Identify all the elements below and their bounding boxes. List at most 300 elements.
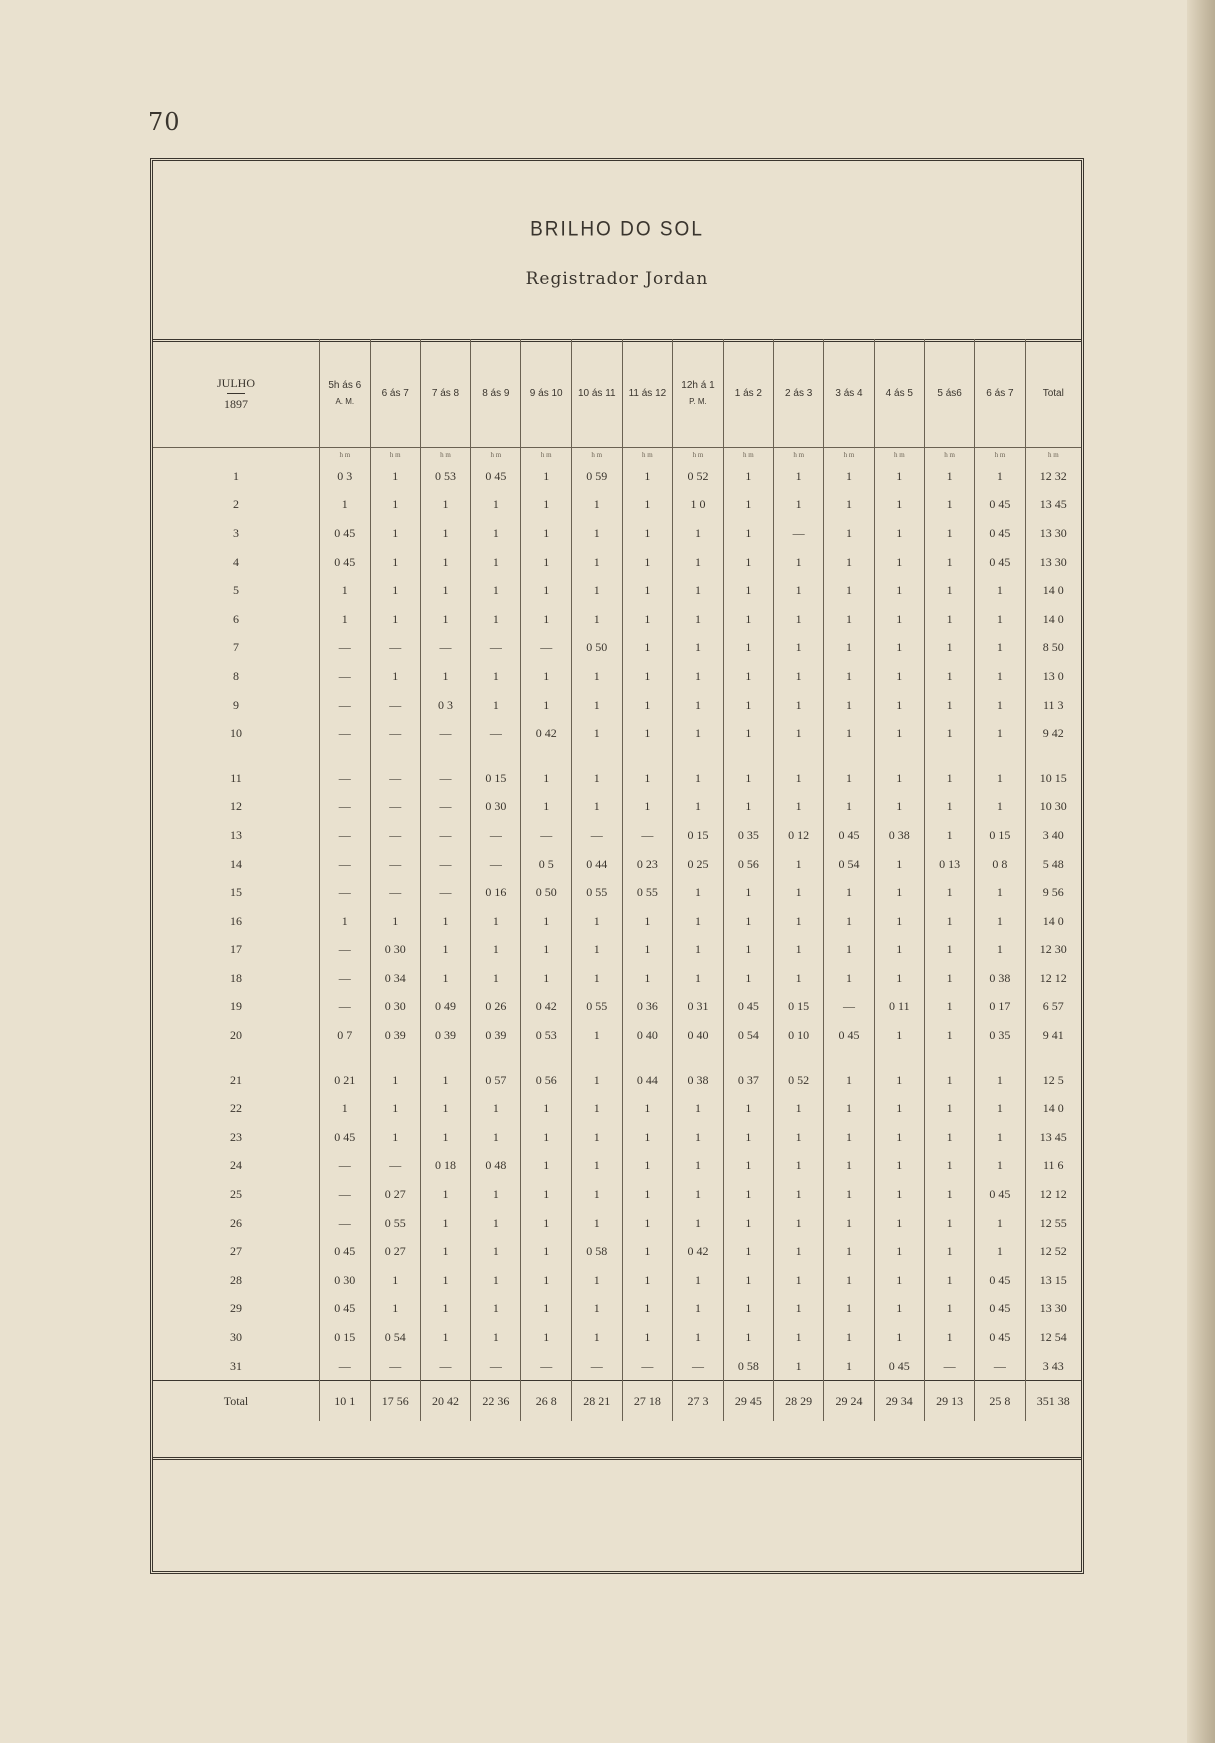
hour-value-cell: 1	[874, 878, 924, 907]
hour-value-cell: 1	[975, 691, 1025, 720]
hour-value-cell: —	[370, 821, 420, 850]
hour-value-cell: 1	[622, 576, 673, 605]
hour-value-cell: 1	[673, 634, 724, 663]
hour-value-cell: 1	[824, 1237, 874, 1266]
hour-value-cell: 1	[420, 605, 470, 634]
hour-value-cell: 1	[975, 605, 1025, 634]
hour-value-cell: 1	[471, 662, 521, 691]
hour-value-cell: 12 30	[1025, 936, 1081, 965]
hour-value-cell: 1	[924, 1295, 974, 1324]
hour-value-cell: 14 0	[1025, 1094, 1081, 1123]
hour-value-cell: —	[320, 993, 370, 1022]
hour-value-cell: 1	[924, 662, 974, 691]
hour-value-cell: 1	[723, 764, 773, 793]
hour-value-cell: 1	[924, 936, 974, 965]
hour-value-cell: 0 30	[370, 936, 420, 965]
hour-value-cell: 1	[874, 764, 924, 793]
hour-value-cell: 1	[824, 1323, 874, 1352]
total-value-cell: 29 24	[824, 1381, 874, 1422]
total-value-cell: 351 38	[1025, 1381, 1081, 1422]
column-header	[320, 339, 370, 448]
hour-value-cell: 1	[774, 719, 824, 748]
column-header-label: P. M.	[689, 397, 707, 406]
hour-value-cell: 1	[673, 548, 724, 577]
hour-value-cell: —	[320, 691, 370, 720]
hour-value-cell: 0 45	[975, 1295, 1025, 1324]
hour-value-cell: 10 15	[1025, 764, 1081, 793]
hour-value-cell: —	[471, 850, 521, 879]
hour-value-cell: 1	[723, 605, 773, 634]
hour-value-cell: 1	[420, 1295, 470, 1324]
hour-value-cell: 1	[521, 605, 571, 634]
hour-value-cell: 1	[420, 1209, 470, 1238]
hour-value-cell: 1	[471, 907, 521, 936]
day-label: 6	[233, 611, 240, 626]
column-header	[723, 339, 773, 448]
hour-value-cell: 1	[471, 548, 521, 577]
hour-value-cell: 1	[571, 1295, 622, 1324]
hour-value-cell: 1	[975, 1237, 1025, 1266]
hour-value-cell: 1	[471, 691, 521, 720]
column-header	[924, 339, 974, 448]
hour-value-cell: 1	[774, 1237, 824, 1266]
column-header-label: 4 ás 5	[885, 387, 913, 399]
hour-value-cell: 13 45	[1025, 1123, 1081, 1152]
hour-value-cell: 0 15	[320, 1323, 370, 1352]
hour-value-cell: 1	[673, 576, 724, 605]
hour-value-cell: 0 53	[521, 1021, 571, 1050]
hour-value-cell: 1	[571, 491, 622, 520]
column-header	[975, 339, 1025, 448]
total-value-cell: 26 8	[521, 1381, 571, 1422]
hour-value-cell: 1	[571, 605, 622, 634]
hour-value-cell: 1	[571, 964, 622, 993]
day-label: 4	[233, 554, 240, 569]
hour-value-cell: 1	[924, 719, 974, 748]
hour-value-cell: 1	[975, 634, 1025, 663]
hour-value-cell: 0 45	[320, 1295, 370, 1324]
hour-value-cell: 13 0	[1025, 662, 1081, 691]
hour-value-cell: 1	[874, 1152, 924, 1181]
hour-value-cell: 12 52	[1025, 1237, 1081, 1266]
hour-value-cell: 1	[521, 519, 571, 548]
hour-value-cell: 0 27	[370, 1180, 420, 1209]
hour-value-cell: 10 30	[1025, 793, 1081, 822]
hour-value-cell: 1	[622, 793, 673, 822]
hour-value-cell: 0 44	[622, 1066, 673, 1095]
day-label: 2	[233, 497, 240, 512]
hour-value-cell: 1	[471, 1123, 521, 1152]
column-header	[420, 339, 470, 448]
hour-value-cell: 1	[370, 491, 420, 520]
hour-value-cell: 1	[824, 605, 874, 634]
hour-value-cell: 1	[521, 548, 571, 577]
hour-value-cell: 0 13	[924, 850, 974, 879]
hour-value-cell: 1	[824, 964, 874, 993]
units-cell: h m	[874, 448, 924, 463]
day-label: 7	[233, 640, 240, 655]
hour-value-cell: 1	[774, 1323, 824, 1352]
table-row	[153, 1266, 1081, 1295]
hour-value-cell: 0 53	[420, 462, 470, 491]
spacer-cell	[320, 1050, 370, 1066]
hour-value-cell: 1	[471, 519, 521, 548]
hour-value-cell: 0 55	[370, 1209, 420, 1238]
hour-value-cell: 1	[370, 576, 420, 605]
hour-value-cell: —	[420, 878, 470, 907]
hour-value-cell: 1	[924, 793, 974, 822]
hour-value-cell: 1	[673, 1180, 724, 1209]
hour-value-cell: —	[320, 821, 370, 850]
hour-value-cell: 1	[824, 907, 874, 936]
hour-value-cell: 1	[824, 1295, 874, 1324]
hour-value-cell: 1	[320, 605, 370, 634]
hour-value-cell: 1	[874, 936, 924, 965]
hour-value-cell: 0 38	[874, 821, 924, 850]
hour-value-cell: 0 45	[824, 821, 874, 850]
hour-value-cell: —	[320, 936, 370, 965]
hour-value-cell: 1	[924, 1123, 974, 1152]
page-edge	[1187, 0, 1215, 1743]
hour-value-cell: —	[471, 821, 521, 850]
hour-value-cell: 1	[924, 1066, 974, 1095]
column-header	[874, 339, 924, 448]
column-header-label: 5 ás6	[937, 387, 962, 399]
hour-value-cell: 0 15	[673, 821, 724, 850]
hour-value-cell: 1	[521, 491, 571, 520]
hour-value-cell: 1	[370, 1123, 420, 1152]
hour-value-cell: 1	[673, 519, 724, 548]
total-value-cell: 29 45	[723, 1381, 773, 1422]
hour-value-cell: 1	[924, 1266, 974, 1295]
table-row	[153, 1180, 1081, 1209]
hour-value-cell: 14 0	[1025, 576, 1081, 605]
spacer-cell	[622, 1050, 673, 1066]
hour-value-cell: —	[320, 878, 370, 907]
spacer-row	[153, 1050, 1081, 1066]
month-label: JULHO	[217, 375, 256, 390]
hour-value-cell: 1	[723, 491, 773, 520]
hour-value-cell: 0 52	[774, 1066, 824, 1095]
hour-value-cell: 0 45	[975, 1323, 1025, 1352]
hour-value-cell: 1	[521, 964, 571, 993]
hour-value-cell: 1	[521, 1323, 571, 1352]
hour-value-cell: 9 41	[1025, 1021, 1081, 1050]
hour-value-cell: 1	[924, 907, 974, 936]
hour-value-cell: 1	[420, 662, 470, 691]
hour-value-cell: 1	[521, 764, 571, 793]
table-row	[153, 519, 1081, 548]
column-header	[622, 339, 673, 448]
column-header-label: 2 ás 3	[785, 387, 813, 399]
spacer-cell	[471, 1050, 521, 1066]
column-header-label: 3 ás 4	[835, 387, 863, 399]
day-label: 12	[230, 799, 243, 814]
hour-value-cell: 0 45	[874, 1352, 924, 1381]
hour-value-cell: 1	[824, 491, 874, 520]
hour-value-cell: 1	[622, 764, 673, 793]
hour-value-cell: 1	[673, 936, 724, 965]
hour-value-cell: —	[370, 850, 420, 879]
hour-value-cell: 1	[622, 1180, 673, 1209]
total-value-cell: 28 21	[571, 1381, 622, 1422]
day-label: 21	[230, 1072, 243, 1087]
hour-value-cell: 1	[471, 1295, 521, 1324]
table-row	[153, 1123, 1081, 1152]
hour-value-cell: 0 55	[571, 878, 622, 907]
hour-value-cell: 0 58	[723, 1352, 773, 1381]
hour-value-cell: 1	[723, 662, 773, 691]
hour-value-cell: 1	[774, 764, 824, 793]
hour-value-cell: 1	[874, 691, 924, 720]
spacer-cell	[1025, 1050, 1081, 1066]
hour-value-cell: 1	[571, 764, 622, 793]
hour-value-cell: 0 55	[571, 993, 622, 1022]
hour-value-cell: 13 30	[1025, 519, 1081, 548]
day-label: 13	[230, 827, 243, 842]
hour-value-cell: 1	[471, 1323, 521, 1352]
hour-value-cell: 1	[521, 576, 571, 605]
hour-value-cell: 11 6	[1025, 1152, 1081, 1181]
column-header-label: 6 ás 7	[381, 387, 409, 399]
hour-value-cell: 1	[370, 1295, 420, 1324]
hour-value-cell: 1	[774, 878, 824, 907]
day-label: 11	[230, 770, 242, 785]
hour-value-cell: 1	[420, 964, 470, 993]
hour-value-cell: 0 38	[673, 1066, 724, 1095]
hour-value-cell: 1	[571, 519, 622, 548]
hour-value-cell: 1 0	[673, 491, 724, 520]
hour-value-cell: 1	[571, 1323, 622, 1352]
hour-value-cell: 0 25	[673, 850, 724, 879]
hour-value-cell: 0 5	[521, 850, 571, 879]
day-label: 17	[230, 942, 243, 957]
day-label: 16	[230, 913, 243, 928]
hour-value-cell: 0 45	[975, 1180, 1025, 1209]
hour-value-cell: 0 45	[824, 1021, 874, 1050]
hour-value-cell: 6 57	[1025, 993, 1081, 1022]
hour-value-cell: 1	[370, 1066, 420, 1095]
hour-value-cell: 1	[420, 576, 470, 605]
hour-value-cell: —	[521, 1352, 571, 1381]
hour-value-cell: 0 40	[673, 1021, 724, 1050]
hour-value-cell: 1	[774, 662, 824, 691]
table-row	[153, 1066, 1081, 1095]
hour-value-cell: 1	[723, 691, 773, 720]
day-label: 31	[230, 1358, 243, 1373]
total-value-cell: 28 29	[774, 1381, 824, 1422]
hour-value-cell: —	[774, 519, 824, 548]
hour-value-cell: 1	[874, 1237, 924, 1266]
table-row	[153, 548, 1081, 577]
hour-value-cell: 1	[874, 1123, 924, 1152]
hour-value-cell: 1	[471, 1094, 521, 1123]
total-value-cell: 22 36	[471, 1381, 521, 1422]
hour-value-cell: 0 15	[471, 764, 521, 793]
hour-value-cell: 1	[924, 462, 974, 491]
table-row	[153, 850, 1081, 879]
hour-value-cell: 1	[571, 936, 622, 965]
spacer-cell	[874, 748, 924, 764]
hour-value-cell: 1	[975, 1152, 1025, 1181]
spacer-cell	[521, 1050, 571, 1066]
hour-value-cell: 1	[723, 878, 773, 907]
spacer-cell	[153, 1050, 320, 1066]
hour-value-cell: 1	[774, 634, 824, 663]
table-row	[153, 936, 1081, 965]
hour-value-cell: 0 36	[622, 993, 673, 1022]
hour-value-cell: 0 58	[571, 1237, 622, 1266]
hour-value-cell: 1	[824, 519, 874, 548]
hour-value-cell: 1	[521, 1237, 571, 1266]
page-subtitle: Registrador Jordan	[525, 269, 709, 289]
hour-value-cell: 1	[824, 1209, 874, 1238]
hour-value-cell: 1	[622, 662, 673, 691]
table-row	[153, 605, 1081, 634]
hour-value-cell: —	[673, 1352, 724, 1381]
hour-value-cell: 0 40	[622, 1021, 673, 1050]
hour-value-cell: 1	[723, 1266, 773, 1295]
hour-value-cell: 0 45	[320, 1237, 370, 1266]
hour-value-cell: 1	[874, 605, 924, 634]
spacer-cell	[1025, 748, 1081, 764]
hour-value-cell: 1	[924, 964, 974, 993]
hour-value-cell: 1	[723, 719, 773, 748]
hour-value-cell: 1	[622, 605, 673, 634]
hour-value-cell: —	[320, 634, 370, 663]
hour-value-cell: 1	[673, 1323, 724, 1352]
hour-value-cell: —	[471, 634, 521, 663]
hour-value-cell: 1	[723, 1295, 773, 1324]
hour-value-cell: 1	[571, 793, 622, 822]
hour-value-cell: 1	[723, 548, 773, 577]
hour-value-cell: 1	[874, 1323, 924, 1352]
hour-value-cell: 1	[924, 1323, 974, 1352]
hour-value-cell: 1	[924, 605, 974, 634]
column-header	[521, 339, 571, 448]
hour-value-cell: 0 54	[370, 1323, 420, 1352]
spacer-cell	[824, 1050, 874, 1066]
hour-value-cell: 1	[471, 491, 521, 520]
hour-value-cell: 1	[622, 936, 673, 965]
total-value-cell: 29 34	[874, 1381, 924, 1422]
hour-value-cell: 1	[673, 907, 724, 936]
hour-value-cell: 1	[622, 462, 673, 491]
spacer-cell	[370, 1050, 420, 1066]
hour-value-cell: 1	[824, 1266, 874, 1295]
hour-value-cell: 1	[420, 1066, 470, 1095]
column-header-label: Total	[1042, 387, 1064, 399]
hour-value-cell: 1	[723, 1094, 773, 1123]
hour-value-cell: 0 11	[874, 993, 924, 1022]
column-header-label: A. M.	[335, 397, 355, 406]
hour-value-cell: 0 56	[521, 1066, 571, 1095]
hour-value-cell: 1	[874, 1209, 924, 1238]
units-cell: h m	[774, 448, 824, 463]
hour-value-cell: 1	[622, 491, 673, 520]
total-label: Total	[153, 1381, 320, 1422]
hour-value-cell: 0 26	[471, 993, 521, 1022]
hour-value-cell: —	[420, 719, 470, 748]
total-value-cell: 17 56	[370, 1381, 420, 1422]
hour-value-cell: —	[370, 691, 420, 720]
table-row	[153, 1295, 1081, 1324]
hour-value-cell: —	[924, 1352, 974, 1381]
hour-value-cell: 1	[924, 878, 974, 907]
hour-value-cell: 1	[521, 1180, 571, 1209]
hour-value-cell: 0 45	[320, 519, 370, 548]
hour-value-cell: 1	[521, 662, 571, 691]
hour-value-cell: 1	[975, 576, 1025, 605]
hour-value-cell: 1	[420, 1094, 470, 1123]
hour-value-cell: 1	[924, 1180, 974, 1209]
hour-value-cell: 1	[824, 1066, 874, 1095]
day-label: 3	[233, 525, 240, 540]
total-value-cell: 20 42	[420, 1381, 470, 1422]
hour-value-cell: 1	[874, 1180, 924, 1209]
hour-value-cell: 0 38	[975, 964, 1025, 993]
hour-value-cell: 1	[874, 576, 924, 605]
hour-value-cell: 1	[521, 793, 571, 822]
hour-value-cell: —	[622, 821, 673, 850]
hour-value-cell: 12 32	[1025, 462, 1081, 491]
hour-value-cell: 0 45	[975, 519, 1025, 548]
hour-value-cell: —	[320, 793, 370, 822]
spacer-cell	[622, 748, 673, 764]
day-label: 9	[233, 697, 240, 712]
units-spacer	[153, 448, 320, 463]
hour-value-cell: 1	[924, 993, 974, 1022]
table-row	[153, 1152, 1081, 1181]
hour-value-cell: 1	[471, 964, 521, 993]
hour-value-cell: 1	[874, 634, 924, 663]
hour-value-cell: 0 39	[471, 1021, 521, 1050]
hour-value-cell: —	[420, 1352, 470, 1381]
hour-value-cell: 1	[521, 1209, 571, 1238]
hour-value-cell: 0 34	[370, 964, 420, 993]
hour-value-cell: 13 15	[1025, 1266, 1081, 1295]
hour-value-cell: 1	[774, 462, 824, 491]
hour-value-cell: 0 35	[975, 1021, 1025, 1050]
hour-value-cell: 1	[370, 1094, 420, 1123]
hour-value-cell: 1	[673, 691, 724, 720]
table-row	[153, 1237, 1081, 1266]
hour-value-cell: 1	[774, 850, 824, 879]
hour-value-cell: 1	[622, 1123, 673, 1152]
hour-value-cell: 0 55	[622, 878, 673, 907]
hour-value-cell: 1	[420, 1180, 470, 1209]
spacer-cell	[370, 748, 420, 764]
hour-value-cell: 0 18	[420, 1152, 470, 1181]
hour-value-cell: 1	[571, 1094, 622, 1123]
hour-value-cell: 1	[420, 936, 470, 965]
spacer-cell	[723, 748, 773, 764]
spacer-row	[153, 748, 1081, 764]
total-value-cell: 27 3	[673, 1381, 724, 1422]
hour-value-cell: 1	[622, 1295, 673, 1324]
hour-value-cell: 1	[774, 1352, 824, 1381]
day-label: 10	[230, 726, 243, 741]
day-label: 26	[230, 1215, 243, 1230]
hour-value-cell: 0 54	[723, 1021, 773, 1050]
hour-value-cell: 9 42	[1025, 719, 1081, 748]
hour-value-cell: 1	[975, 662, 1025, 691]
units-cell: h m	[924, 448, 974, 463]
hour-value-cell: 0 50	[521, 878, 571, 907]
hour-value-cell: 1	[521, 691, 571, 720]
hour-value-cell: 1	[924, 1094, 974, 1123]
hour-value-cell: 1	[420, 548, 470, 577]
